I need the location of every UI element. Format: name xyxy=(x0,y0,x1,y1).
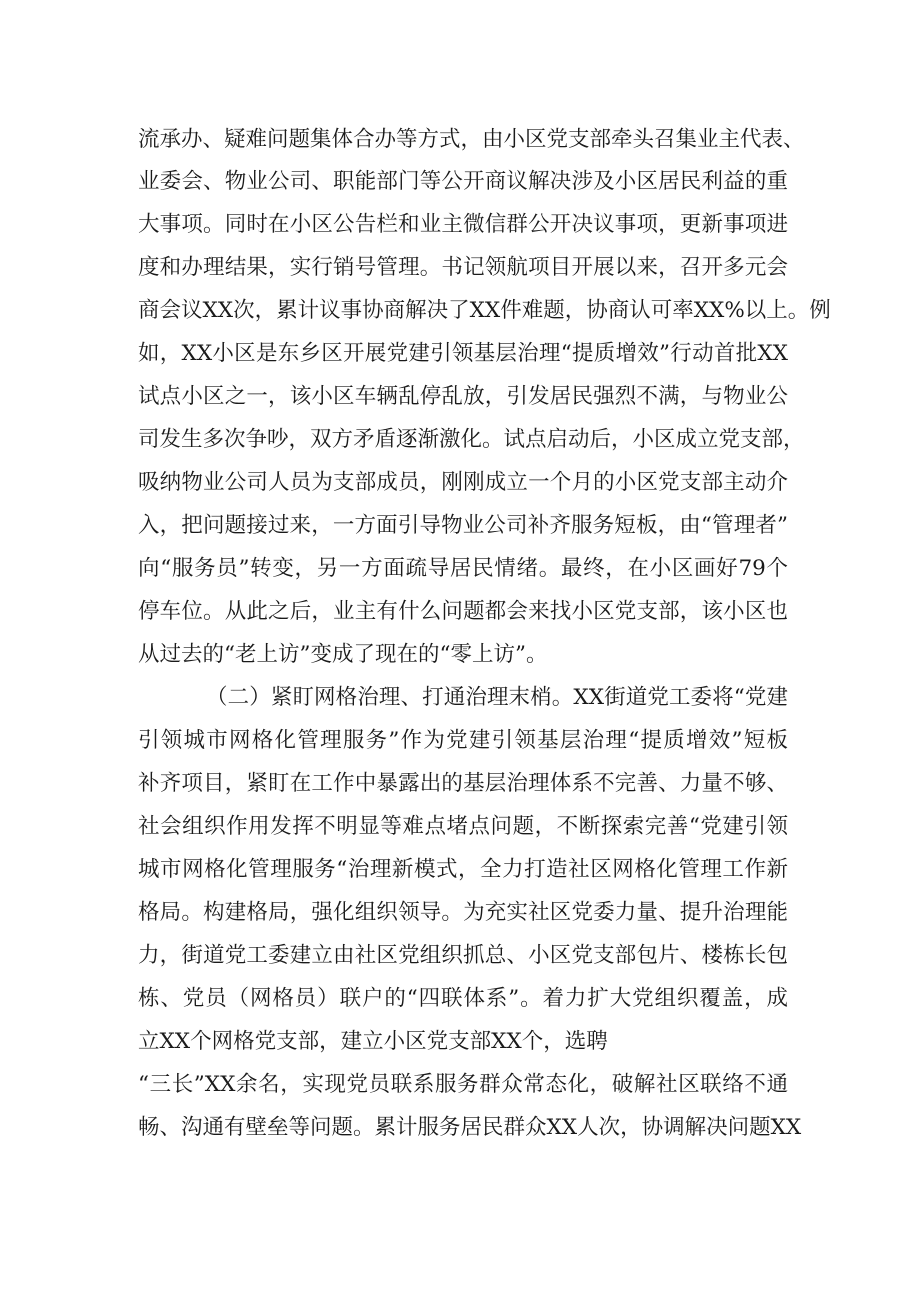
text-line: 立XX个网格党支部，建立小区党支部XX个，选聘 xyxy=(138,1029,608,1054)
text-line: 业委会、物业公司、职能部门等公开商议解决涉及小区居民利益的重 xyxy=(138,169,788,194)
text-line: 畅、沟通有壁垒等问题。累计服务居民群众XX人次，协调解决问题XX xyxy=(138,1115,802,1140)
text-line: 吸纳物业公司人员为支部成员，刚刚成立一个月的小区党支部主动介 xyxy=(138,470,788,495)
text-line: 补齐项目，紧盯在工作中暴露出的基层治理体系不完善、力量不够、 xyxy=(138,771,788,796)
text-line: 力，街道党工委建立由社区党组织抓总、小区党支部包片、楼栋长包 xyxy=(138,943,788,968)
text-line: 城市网格化管理服务“治理新模式，全力打造社区网格化管理工作新 xyxy=(138,857,788,882)
text-line: 栋、党员（网格员）联户的“四联体系”。着力扩大党组织覆盖，成 xyxy=(138,986,788,1011)
text-line: 如，XX小区是东乡区开展党建引领基层治理“提质增效”行动首批XX xyxy=(138,341,788,366)
text-line: 社会组织作用发挥不明显等难点堵点问题，不断探索完善“党建引领 xyxy=(138,814,788,839)
text-line: 格局。构建格局，强化组织领导。为充实社区党委力量、提升治理能 xyxy=(138,900,788,925)
text-line: 大事项。同时在小区公告栏和业主微信群公开决议事项，更新事项进 xyxy=(138,212,788,237)
text-line: 度和办理结果，实行销号管理。书记领航项目开展以来，召开多元会 xyxy=(138,255,788,280)
text-line: 停车位。从此之后，业主有什么问题都会来找小区党支部，该小区也 xyxy=(138,599,788,624)
text-line: 从过去的“老上访”变成了现在的“零上访”。 xyxy=(138,642,548,667)
text-line: 引领城市网格化管理服务”作为党建引领基层治理“提质增效”短板 xyxy=(138,728,788,753)
text-line: 向“服务员”转变，另一方面疏导居民情绪。最终，在小区画好79个 xyxy=(138,556,788,581)
text-line: “三长”XX余名，实现党员联系服务群众常态化，破解社区联络不通 xyxy=(138,1072,788,1097)
section-heading-line: （二）紧盯网格治理、打通治理末梢。XX街道党工委将“党建 xyxy=(206,685,788,710)
text-line: 流承办、疑难问题集体合办等方式，由小区党支部牵头召集业主代表、 xyxy=(138,127,805,152)
text-line: 司发生多次争吵，双方矛盾逐渐激化。试点启动后，小区成立党支部， xyxy=(138,427,805,452)
text-line: 试点小区之一，该小区车辆乱停乱放，引发居民强烈不满，与物业公 xyxy=(138,384,788,409)
text-line: 商会议XX次，累计议事协商解决了XX件难题，协商认可率XX%以上。例 xyxy=(138,298,831,323)
text-line: 入，把问题接过来，一方面引导物业公司补齐服务短板，由“管理者” xyxy=(138,513,788,538)
